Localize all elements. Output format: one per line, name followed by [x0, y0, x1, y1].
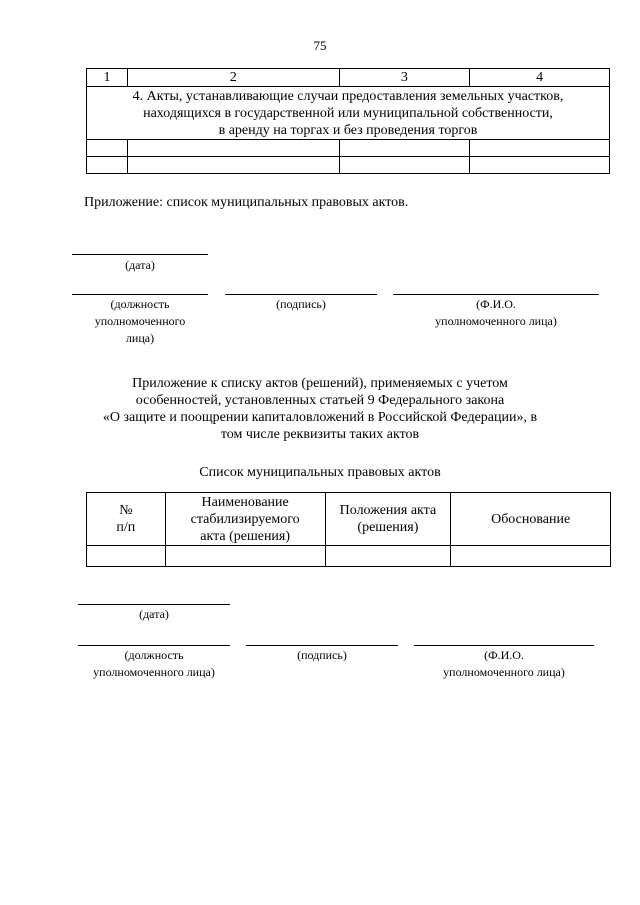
table-row: [87, 140, 610, 157]
list-title: Список муниципальных правовых актов: [199, 465, 441, 480]
table-cell: [339, 140, 470, 157]
header-cell-4: 4: [470, 69, 610, 87]
name-line: [414, 645, 594, 646]
name-line: [393, 294, 599, 295]
position-label: [72, 296, 208, 347]
section-title-line: находящихся в государственной или муниципальной собственности,: [143, 105, 553, 121]
date-label: (дата): [139, 607, 169, 621]
attachment-note: Приложение: список муниципальных правовых актов.: [84, 195, 409, 210]
table-cell: [470, 140, 610, 157]
date-line: [72, 254, 208, 255]
signature-label: (подпись): [276, 297, 326, 311]
signature-label: (подпись): [297, 648, 347, 662]
appendix-title-line: том числе реквизиты таких актов: [220, 427, 420, 442]
header-line: акта (решения): [200, 528, 291, 544]
table-cell: [127, 157, 339, 174]
appendix-title-line: Приложение к списку актов (решений), применяемых с учетом: [132, 376, 508, 391]
page-number: 75: [313, 38, 327, 53]
table-cell: [165, 546, 325, 567]
header-line: (решения): [357, 520, 419, 535]
col-justification-header: Обоснование: [451, 493, 611, 546]
name-label-line: уполномоченного лица): [443, 665, 565, 679]
table-row: [87, 546, 611, 567]
position-label-line: (должность: [110, 297, 170, 311]
date-line: [78, 604, 230, 605]
header-line: Наименование: [201, 494, 289, 510]
position-label-line: уполномоченного лица): [93, 665, 215, 679]
position-label: [78, 647, 230, 681]
table-cell: [87, 157, 128, 174]
col-provisions-header: [325, 493, 451, 546]
position-label-line: (должность: [124, 648, 184, 662]
appendix-title: [90, 375, 550, 443]
section-title-line: в аренду на торгах и без проведения торгов: [218, 122, 478, 138]
position-line: [72, 294, 208, 295]
name-label-line: уполномоченного лица): [435, 314, 557, 328]
section-title: [87, 87, 610, 140]
header-cell-1: 1: [87, 69, 128, 87]
signature-line: [225, 294, 377, 295]
name-label: [404, 647, 604, 681]
name-label-line: (Ф.И.О.: [484, 648, 524, 662]
signature-line: [246, 645, 398, 646]
table-cell: [87, 546, 166, 567]
table-row: [87, 157, 610, 174]
table-header-row: [87, 69, 610, 87]
acts-table: [86, 68, 610, 174]
table-cell: [325, 546, 451, 567]
section-row: [87, 87, 610, 140]
position-label-line: уполномоченного: [94, 314, 186, 328]
appendix-title-line: особенностей, установленных статьей 9 Федерального закона: [135, 393, 505, 408]
table-cell: [339, 157, 470, 174]
section-title-line: 4. Акты, устанавливающие случаи предоставления земельных участков,: [132, 88, 564, 104]
header-line: стабилизируемого: [190, 511, 300, 527]
date-label: (дата): [125, 258, 155, 272]
col-name-header: [165, 493, 325, 546]
table-cell: [470, 157, 610, 174]
name-label: [393, 296, 599, 330]
header-line: п/п: [116, 520, 136, 535]
table-header-row: [87, 493, 611, 546]
header-cell-3: 3: [339, 69, 470, 87]
municipal-acts-table: [86, 492, 611, 567]
appendix-title-line: «О защите и поощрении капиталовложений в Российской Федерации», в: [102, 410, 538, 425]
position-line: [78, 645, 230, 646]
header-line: №: [119, 503, 133, 518]
name-label-line: (Ф.И.О.: [476, 297, 516, 311]
table-cell: [451, 546, 611, 567]
position-label-line: лица): [125, 331, 155, 345]
col-number-header: [87, 493, 166, 546]
table-cell: [127, 140, 339, 157]
table-cell: [87, 140, 128, 157]
header-cell-2: 2: [127, 69, 339, 87]
header-line: Положения акта: [339, 503, 437, 518]
